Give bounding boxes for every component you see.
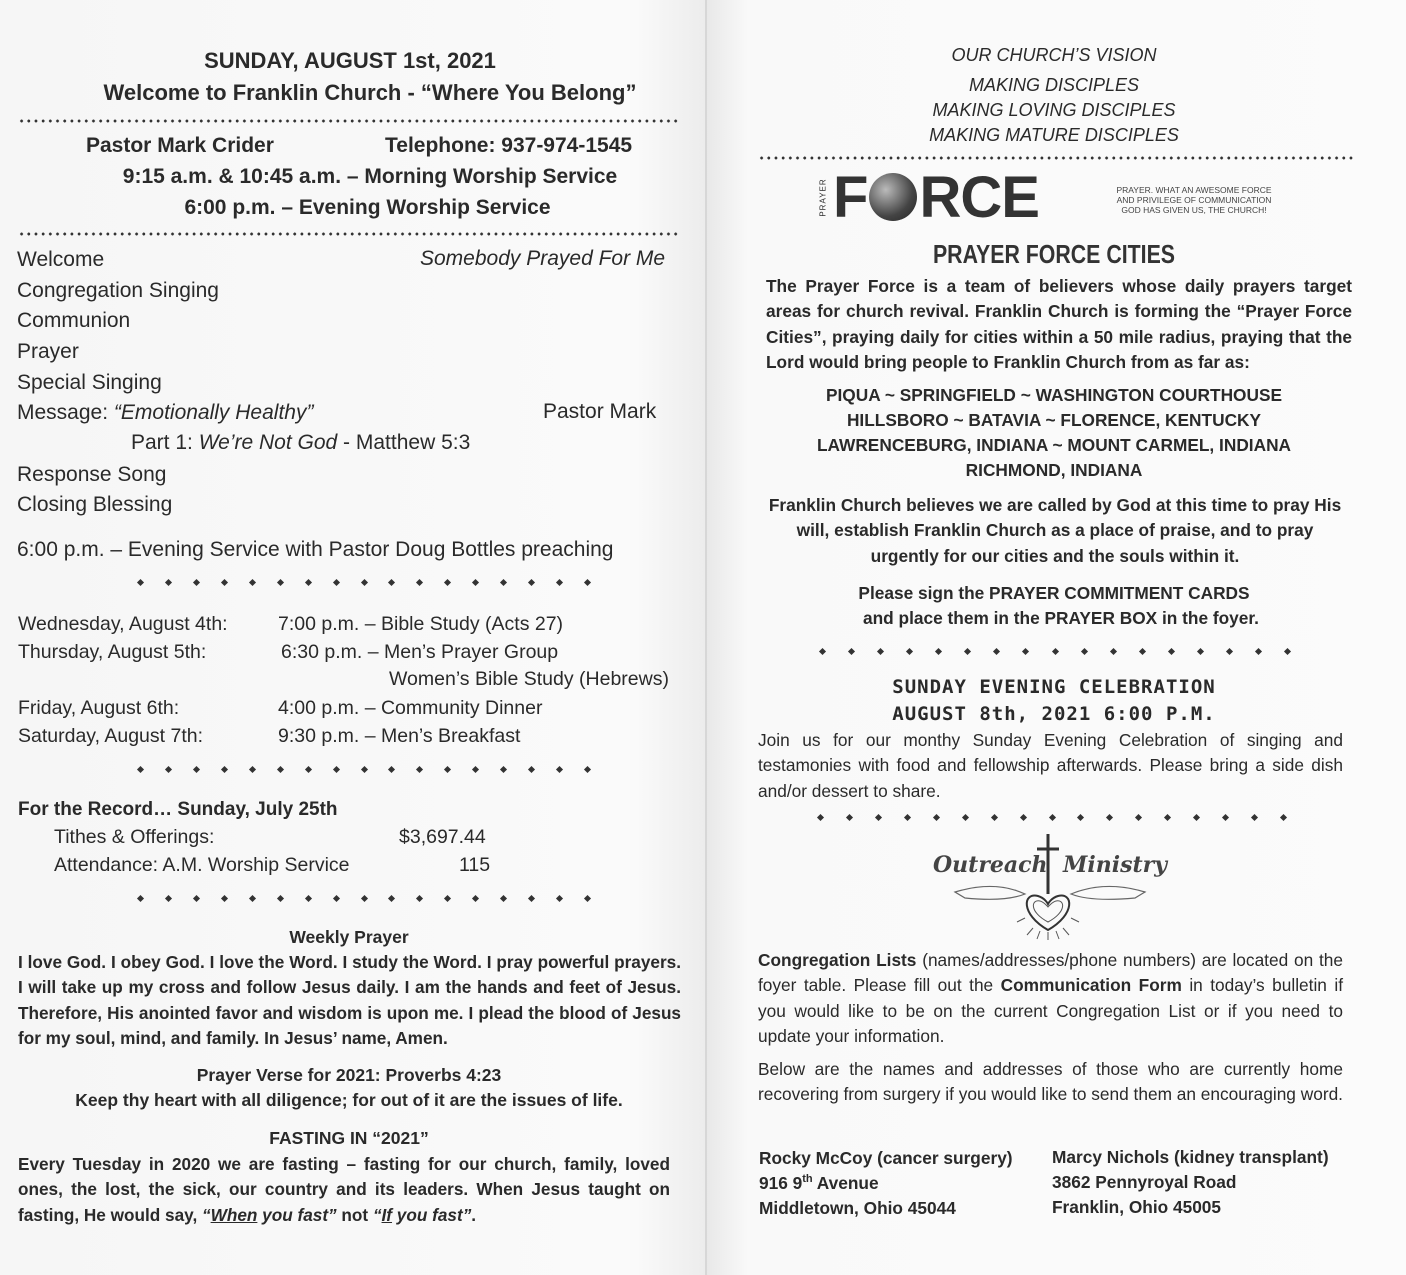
commitment-line: and place them in the PRAYER BOX in the foyer. (863, 608, 1259, 628)
outreach-word: Outreach (933, 852, 1048, 878)
address-number: 916 9 (759, 1173, 803, 1193)
order-message (17, 401, 313, 425)
celebration-date: AUGUST 8th, 2021 6:00 P.M. (892, 703, 1216, 725)
address-suffix: th (802, 1173, 813, 1186)
fasting-if: If (381, 1204, 393, 1225)
fasting-body: Every Tuesday in 2020 we are fasting – fasting for our church, family, loved ones, the lost, the sick, our country and its leaders. When Jesus taught on fasting, He would say, (18, 1154, 670, 1225)
evening-service-time: 6:00 p.m. – Evening Worship Service (184, 196, 551, 219)
fasting-quote-open-2: “ (372, 1204, 382, 1225)
schedule-day: Wednesday, August 4th: (18, 613, 228, 635)
person-name: Rocky McCoy (cancer surgery) (759, 1148, 1013, 1168)
cities-line: RICHMOND, INDIANA (965, 460, 1143, 480)
celebration-text: Join us for our monthy Sunday Evening Celebration of singing and testamonies with food and fellowship afterwards. Please bring a side dish and/or dessert to share. (758, 730, 1343, 801)
order-closing-blessing: Closing Blessing (17, 493, 173, 516)
dotted-divider (18, 231, 680, 237)
schedule-event: 9:30 p.m. – Men’s Breakfast (278, 725, 521, 747)
fasting-when-rest: you fast” (257, 1204, 337, 1225)
recovering-text: Below are the names and addresses of those who are currently home recovering from surgery if you would like to send them an encouraging word. (758, 1059, 1343, 1105)
logo-tagline (1096, 185, 1292, 215)
attendance-label: Attendance: A.M. Worship Service (54, 854, 350, 876)
prayer-verse-text: Keep thy heart with all diligence; for out of it are the issues of life. (75, 1090, 623, 1110)
diamond-divider (138, 896, 590, 906)
dotted-divider (758, 155, 1354, 161)
fasting-not: not (336, 1204, 373, 1225)
part-label: Part 1: (131, 431, 199, 454)
message-label: Message: (17, 401, 114, 424)
logo-tagline-line: AND PRIVILEGE OF COMMUNICATION (1116, 195, 1272, 205)
welcome-song: Somebody Prayed For Me (420, 247, 666, 270)
person-name: Marcy Nichols (kidney transplant) (1052, 1147, 1329, 1167)
order-prayer: Prayer (17, 340, 79, 363)
record-title: For the Record… Sunday, July 25th (18, 799, 338, 820)
communication-form-bold: Communication Form (1000, 975, 1182, 996)
prayer-verse-title: Prayer Verse for 2021: Proverbs 4:23 (196, 1065, 502, 1085)
pastor-name: Pastor Mark Crider (86, 134, 274, 157)
congregation-lists-text (758, 948, 1343, 1050)
message-speaker: Pastor Mark (543, 400, 657, 423)
celebration-title: SUNDAY EVENING CELEBRATION (892, 676, 1216, 698)
welcome-heading: Welcome to Franklin Church - “Where You Belong” (103, 80, 637, 105)
schedule-day: Saturday, August 7th: (18, 725, 204, 747)
fasting-title: FASTING IN “2021” (269, 1128, 429, 1148)
congregation-lists-part: in today’s bulletin if you would like to be on the current Congregation List or if you need to update your information. (758, 975, 1343, 1047)
person-city: Middletown, Ohio 45044 (759, 1198, 956, 1218)
diamond-divider (138, 580, 590, 590)
fasting-text (18, 1152, 670, 1228)
attendance-value: 115 (459, 854, 491, 876)
morning-service-time: 9:15 a.m. & 10:45 a.m. – Morning Worship Service (122, 165, 618, 188)
cities-line: PIQUA ~ SPRINGFIELD ~ WASHINGTON COURTHOUSE (825, 385, 1283, 405)
vision-line: MAKING DISCIPLES (968, 75, 1140, 95)
address-street: Avenue (812, 1173, 879, 1193)
schedule-event: 4:00 p.m. – Community Dinner (278, 697, 543, 719)
cross-heart-icon (925, 832, 1175, 944)
schedule-day: Friday, August 6th: (18, 697, 180, 719)
evening-service-note: 6:00 p.m. – Evening Service with Pastor Doug Bottles preaching (17, 538, 614, 561)
logo-prayer-small: PRAYER (818, 178, 828, 217)
fasting-end: . (471, 1204, 477, 1225)
weekly-prayer-text: I love God. I obey God. I love the Word. I study the Word. I pray powerful prayers. I will take up my cross and follow Jesus daily. I am the hands and feet of Jesus. Therefore, His anointed favor and wisdom is upon me. I plead the blood of Jesus for my soul, mind, and family. In Jesus’ name, Amen. (18, 952, 681, 1049)
schedule-event: 7:00 p.m. – Bible Study (Acts 27) (278, 613, 564, 635)
order-special-singing: Special Singing (17, 371, 162, 394)
logo-letter-f: F (833, 165, 868, 230)
part-reference: - Matthew 5:3 (337, 431, 471, 454)
church-telephone: Telephone: 937-974-1545 (385, 134, 633, 157)
prayer-force-cities-title: PRAYER FORCE CITIES (932, 239, 1176, 269)
message-part (131, 431, 470, 455)
cities-line: HILLSBORO ~ BATAVIA ~ FLORENCE, KENTUCKY (846, 410, 1262, 430)
cities-line: LAWRENCEBURG, INDIANA ~ MOUNT CARMEL, INDIANA (816, 435, 1292, 455)
vision-line: MAKING MATURE DISCIPLES (929, 125, 1179, 145)
dotted-divider (18, 118, 680, 124)
globe-icon (869, 173, 917, 221)
order-communion: Communion (17, 309, 131, 332)
fasting-when: When (210, 1204, 258, 1225)
fasting-quote-open: “ (202, 1204, 211, 1225)
order-welcome: Welcome (17, 248, 105, 271)
tithes-label: Tithes & Offerings: (54, 826, 215, 848)
fasting-if-rest: you fast” (392, 1204, 472, 1225)
person-city: Franklin, Ohio 45005 (1052, 1197, 1222, 1217)
order-response-song: Response Song (17, 463, 167, 486)
schedule-event: Women’s Bible Study (Hebrews) (389, 668, 669, 690)
ministry-word: Ministry (1063, 852, 1167, 878)
vision-title: OUR CHURCH’S VISION (951, 45, 1157, 65)
congregation-lists-part: (names/addresses/phone numbers) are located on the foyer table. Please fill out the (758, 950, 1343, 996)
person-address: 3862 Pennyroyal Road (1052, 1172, 1237, 1192)
commitment-line: Please sign the PRAYER COMMITMENT CARDS (858, 583, 1250, 603)
schedule-day: Thursday, August 5th: (18, 641, 207, 663)
congregation-lists-bold: Congregation Lists (758, 950, 917, 970)
bulletin-date: SUNDAY, AUGUST 1st, 2021 (204, 48, 496, 73)
person-address (759, 1173, 879, 1194)
logo-letters-rce: RCE (919, 165, 1039, 230)
logo-force-wordmark (833, 164, 1039, 231)
fold-line (705, 0, 707, 1275)
vision-line: MAKING LOVING DISCIPLES (932, 100, 1176, 120)
order-congregation-singing: Congregation Singing (17, 279, 219, 302)
schedule-event: 6:30 p.m. – Men’s Prayer Group (281, 641, 559, 663)
diamond-divider (818, 815, 1286, 825)
cities-intro: The Prayer Force is a team of believers whose daily prayers target areas for church revival. Franklin Church is forming the “Prayer Force Cities”, praying daily for cities within a 50 mile radius, praying that the Lord would bring people to Franklin Church from as far as: (766, 276, 1352, 373)
prayer-force-logo (818, 178, 830, 220)
tithes-value: $3,697.44 (399, 826, 486, 848)
church-believes-text: Franklin Church believes we are called by God at this time to pray His will, establish Franklin Church as a place of praise, and to pray urgently for our cities and the souls within it. (768, 495, 1342, 566)
part-title: We’re Not God (198, 431, 338, 454)
outreach-ministry-logo (925, 832, 1175, 944)
diamond-divider (138, 767, 590, 777)
logo-tagline-line: GOD HAS GIVEN US, THE CHURCH! (1121, 205, 1267, 215)
message-title: “Emotionally Healthy” (113, 401, 314, 424)
weekly-prayer-title: Weekly Prayer (289, 927, 409, 947)
logo-tagline-line: PRAYER. WHAT AN AWESOME FORCE (1116, 185, 1272, 195)
diamond-divider (820, 649, 1290, 659)
